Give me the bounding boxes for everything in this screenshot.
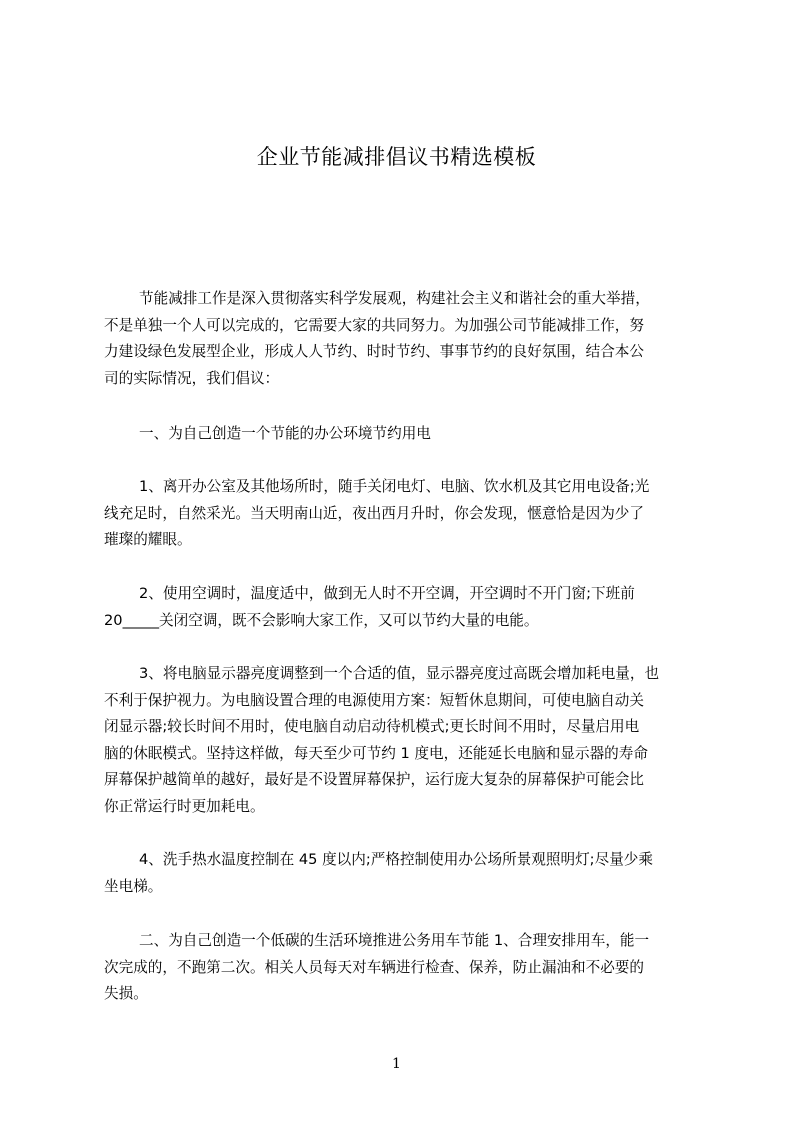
- paragraph-item-2: [104, 581, 704, 634]
- paragraph-line: 20_____关闭空调，既不会影响大家工作，又可以节约大量的电能。: [104, 611, 539, 629]
- paragraph-line: 屏幕保护越简单的越好，最好是不设置屏幕保护，运行庞大复杂的屏幕保护可能会比: [104, 771, 644, 788]
- paragraph-line: 次完成的，不跑第二次。相关人员每天对车辆进行检查、保养，防止漏油和不必要的: [104, 958, 644, 976]
- paragraph-item-3: [104, 661, 704, 820]
- section-heading-one: [104, 421, 704, 448]
- paragraph-line: 不是单独一个人可以完成的，它需要大家的共同努力。为加强公司节能减排工作，努: [104, 316, 644, 334]
- paragraph-line: 不利于保护视力。为电脑设置合理的电源使用方案：短暂休息期间，可使电脑自动关: [104, 691, 644, 709]
- paragraph-line: 你正常运行时更加耗电。: [104, 797, 265, 815]
- paragraph-line: 闭显示器;较长时间不用时，使电脑自动启动待机模式;更长时间不用时，尽量启用电: [104, 718, 640, 735]
- paragraph-line: 3、将电脑显示器亮度调整到一个合适的值，显示器亮度过高既会增加耗电量，也: [139, 665, 660, 682]
- paragraph-line: 璀璨的耀眼。: [104, 531, 192, 548]
- paragraph-line: 二、为自己创造一个低碳的生活环境推进公务用车节能 1、合理安排用车，能一: [139, 932, 650, 949]
- page-number: 1: [392, 1056, 401, 1072]
- paragraph-item-1: [104, 474, 704, 554]
- paragraph-line: 2、使用空调时，温度适中，做到无人时不开空调，开空调时不开门窗;下班前: [139, 585, 635, 602]
- paragraph-line: 司的实际情况，我们倡议：: [104, 369, 280, 387]
- paragraph-line: 线充足时，自然采光。当天明南山近，夜出西月升时，你会发现，惬意恰是因为少了: [104, 504, 644, 522]
- paragraph-line: 脑的休眠模式。坚持这样做，每天至少可节约 1 度电，还能延长电脑和显示器的寿命: [104, 744, 648, 762]
- paragraph-section-two: [104, 928, 704, 1008]
- paragraph-line: 4、洗手热水温度控制在 45 度以内;严格控制使用办公场所景观照明灯;尽量少乘: [139, 851, 653, 868]
- paragraph-line: 1、离开办公室及其他场所时，随手关闭电灯、电脑、饮水机及其它用电设备;光: [139, 478, 650, 495]
- paragraph-intro: [104, 286, 704, 392]
- paragraph-line: 力建设绿色发展型企业，形成人人节约、时时节约、事事节约的良好氛围，结合本公: [104, 343, 644, 360]
- paragraph-line: 节能减排工作是深入贯彻落实科学发展观，构建社会主义和谐社会的重大举措，: [139, 290, 650, 307]
- paragraph-item-4: [104, 847, 704, 900]
- paragraph-line: 坐电梯。: [104, 877, 163, 895]
- paragraph-line: 失损。: [104, 985, 148, 1002]
- section-heading-line: 一、为自己创造一个节能的办公环境节约用电: [139, 425, 431, 442]
- document-title: 企业节能减排倡议书精选模板: [256, 145, 537, 169]
